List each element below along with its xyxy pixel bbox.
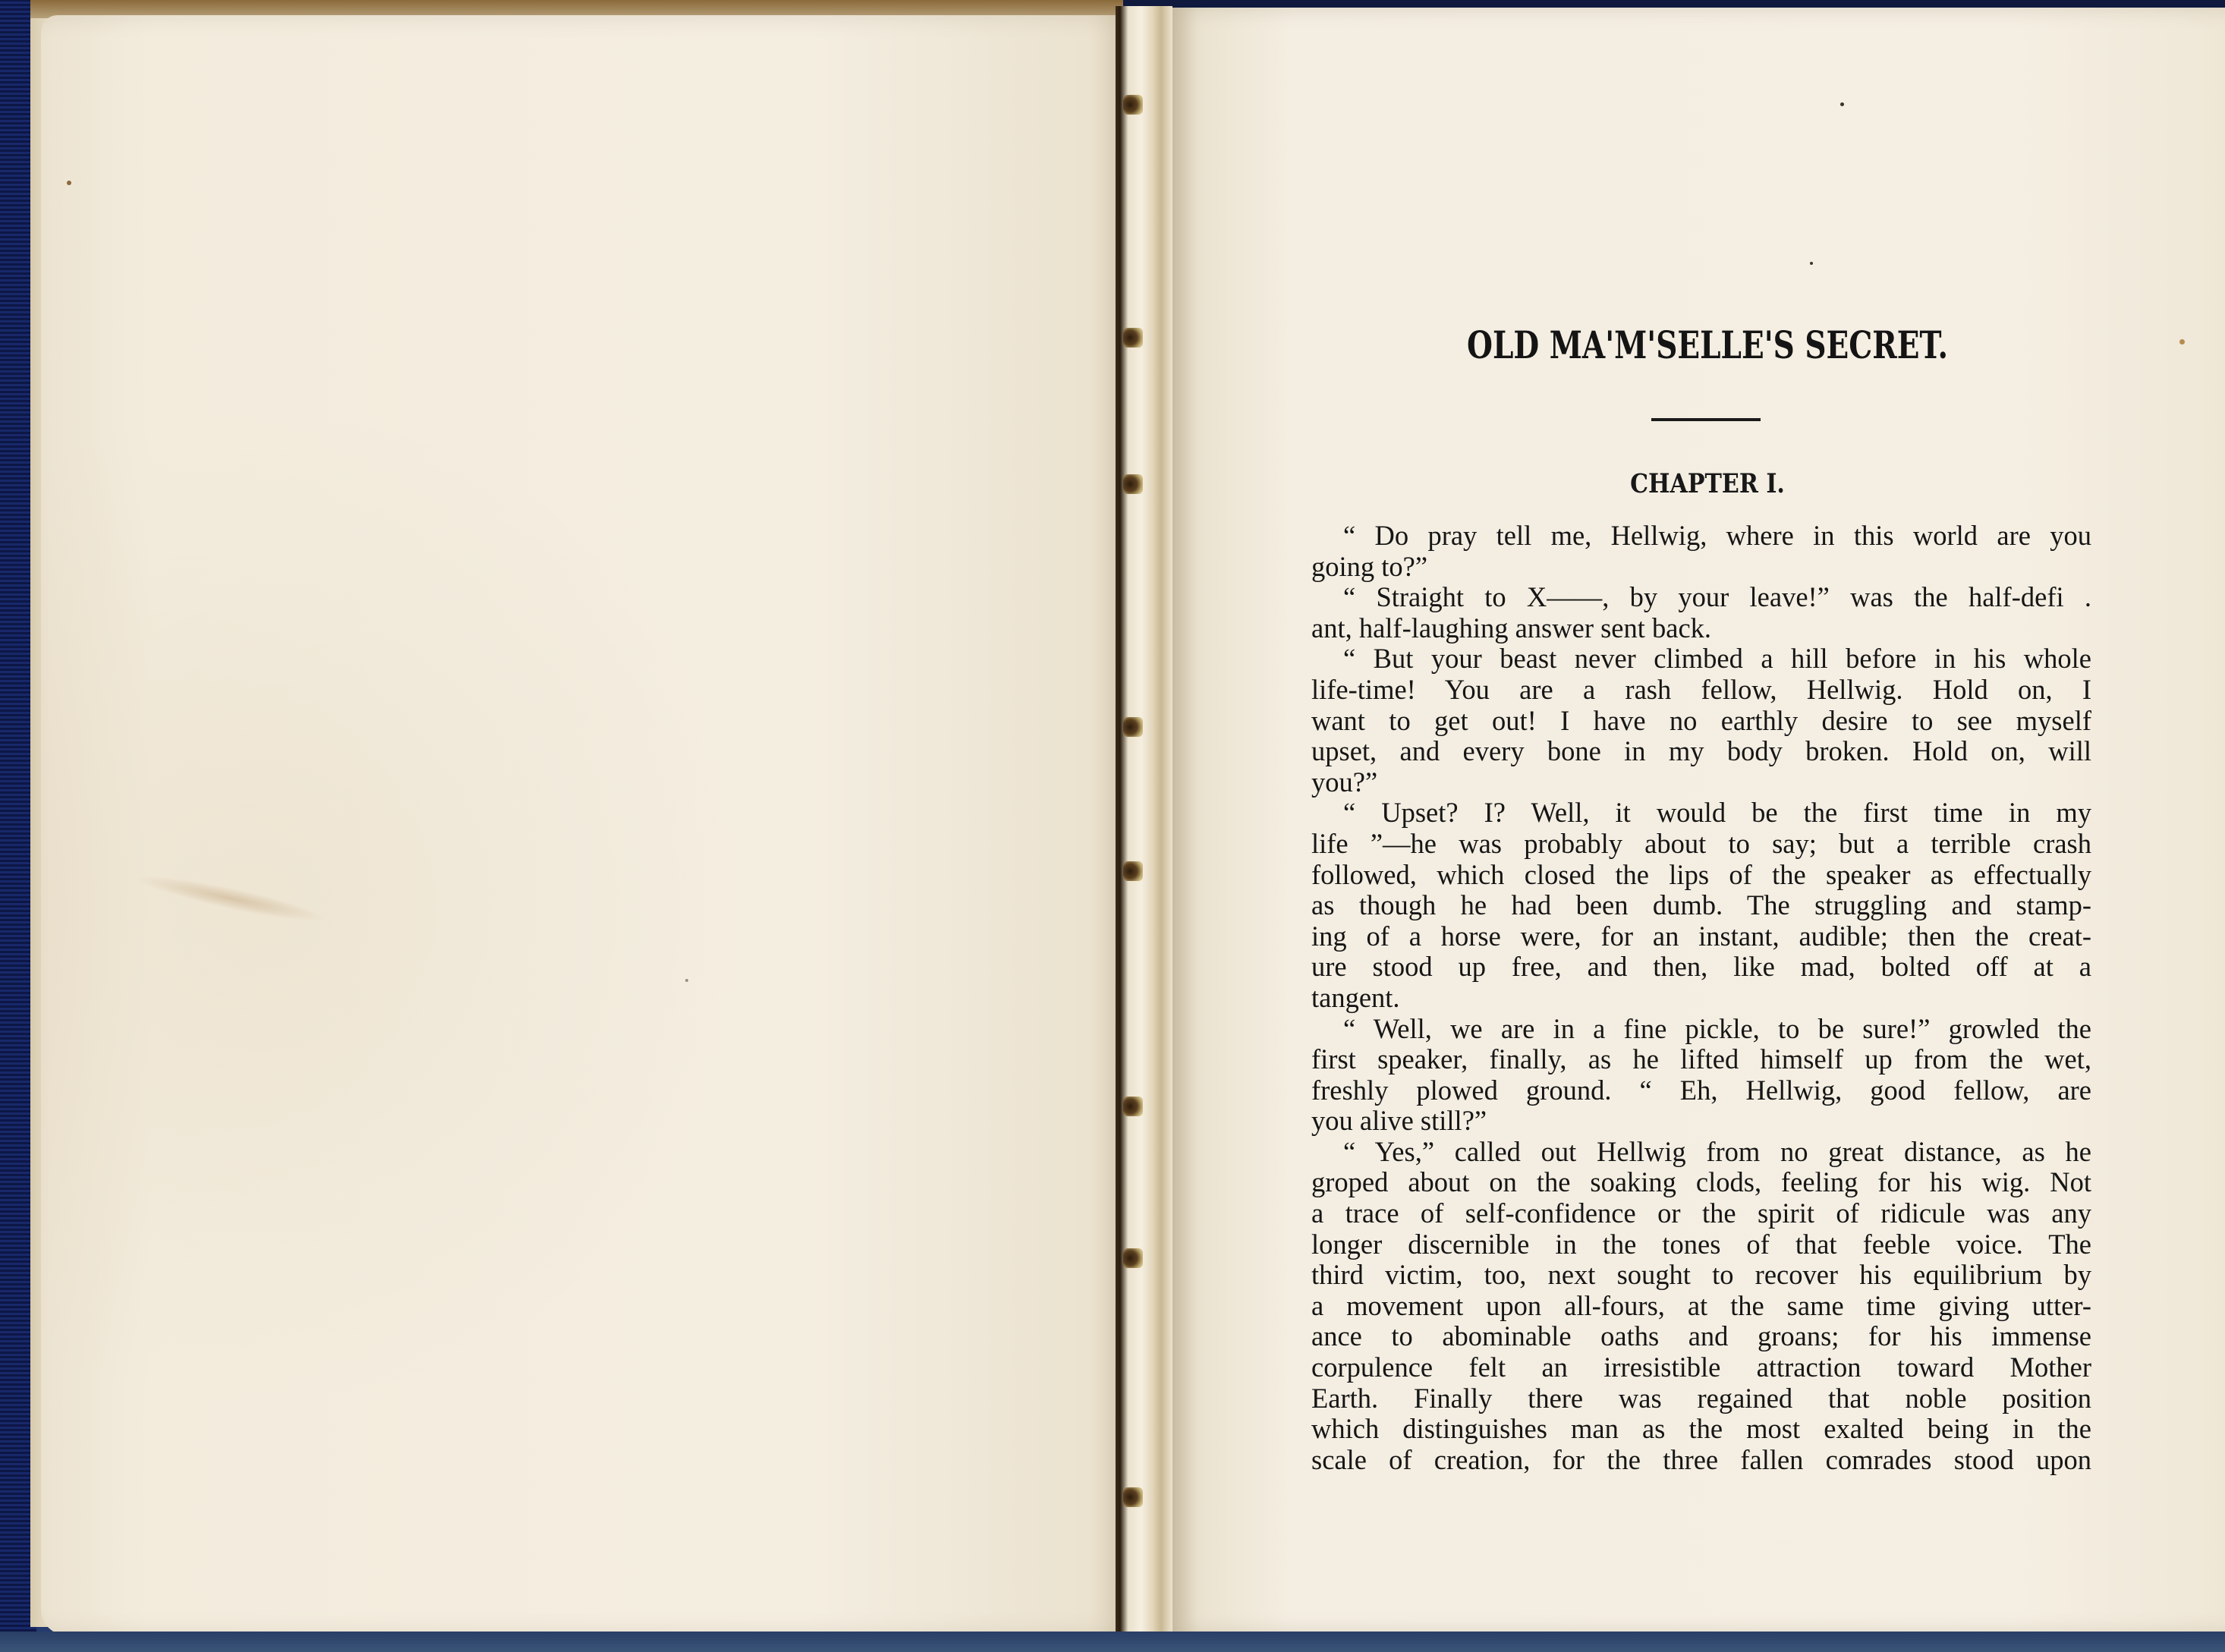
binding-thread-knot — [1123, 861, 1143, 881]
paper-speck — [685, 979, 688, 982]
binding-thread-knot — [1123, 1097, 1143, 1116]
paper-speck — [67, 181, 71, 185]
text-line: “ Well, we are in a fine pickle, to be sure!” growled the — [1343, 1013, 2091, 1044]
text-line: life ”—he was probably about to say; but a terrible crash — [1311, 828, 2091, 859]
text-line: want to get out! I have no earthly desire to see myself — [1311, 705, 2091, 736]
text-line: first speaker, finally, as he lifted himself up from the wet, — [1311, 1044, 2091, 1075]
binding-thread-knot — [1123, 1487, 1143, 1507]
title-rule-divider — [1651, 418, 1761, 421]
binding-thread-knot — [1123, 328, 1143, 348]
paper-speck — [2179, 339, 2185, 345]
text-line: “ Upset? I? Well, it would be the first time in my — [1343, 798, 2091, 829]
binding-thread-knot — [1123, 717, 1143, 737]
chapter-heading: CHAPTER I. — [1630, 468, 1785, 499]
text-line: scale of creation, for the three fallen comrades stood upon — [1311, 1444, 2091, 1475]
text-line: a movement upon all-fours, at the same time giving utter- — [1311, 1290, 2091, 1321]
text-line: as though he had been dumb. The struggling and stamp- — [1311, 890, 2091, 921]
text-line: life-time! You are a rash fellow, Hellwig. Hold on, I — [1311, 674, 2091, 705]
text-line: you?” — [1311, 766, 1378, 798]
text-line: corpulence felt an irresistible attraction toward Mother — [1311, 1352, 2091, 1383]
book-cover-cloth-bottom — [0, 1632, 2225, 1652]
text-line: ing of a horse were, for an instant, audible; then the creat- — [1311, 920, 2091, 952]
text-line: freshly plowed ground. “ Eh, Hellwig, good fellow, are — [1311, 1075, 2091, 1106]
text-line: ance to abominable oaths and groans; for his immense — [1311, 1321, 2091, 1352]
chapter-body-text — [1311, 521, 2091, 1475]
paper-speck — [1810, 262, 1813, 265]
text-line: ant, half-laughing answer sent back. — [1311, 612, 1712, 643]
binding-thread-knot — [1123, 474, 1143, 494]
text-line: “ But your beast never climbed a hill before in his whole — [1343, 643, 2091, 675]
book-title: OLD MA'M'SELLE'S SECRET. — [1466, 323, 1949, 367]
text-line: “ Do pray tell me, Hellwig, where in this world are you — [1343, 521, 2091, 551]
book-spine-gutter — [1116, 6, 1172, 1638]
paper-speck — [1840, 102, 1844, 106]
text-line: Earth. Finally there was regained that noble position — [1311, 1383, 2091, 1414]
text-line: ure stood up free, and then, like mad, bolted off at a — [1311, 952, 2091, 983]
left-page-blank — [41, 15, 1134, 1635]
text-line: longer discernible in the tones of that feeble voice. The — [1311, 1229, 2091, 1260]
paper-stain — [132, 867, 329, 929]
text-line: going to?” — [1311, 551, 1428, 582]
text-line: “ Yes,” called out Hellwig from no great distance, as he — [1343, 1136, 2091, 1167]
text-line: followed, which closed the lips of the speaker as effectually — [1311, 859, 2091, 890]
text-line: you alive still?” — [1311, 1106, 1487, 1137]
text-line: tangent. — [1311, 982, 1400, 1013]
text-line: which distinguishes man as the most exalted being in the — [1311, 1414, 2091, 1445]
text-line: groped about on the soaking clods, feeling for his wig. Not — [1311, 1167, 2091, 1198]
text-line: a trace of self-confidence or the spirit of ridicule was any — [1311, 1198, 2091, 1229]
text-line: upset, and every bone in my body broken. Hold on, will — [1311, 736, 2091, 767]
binding-thread-knot — [1123, 1248, 1143, 1268]
binding-thread-knot — [1123, 95, 1143, 115]
text-line: third victim, too, next sought to recover his equilibrium by — [1311, 1260, 2091, 1291]
text-line: “ Straight to X——, by your leave!” was the half-defi . — [1343, 582, 2091, 613]
